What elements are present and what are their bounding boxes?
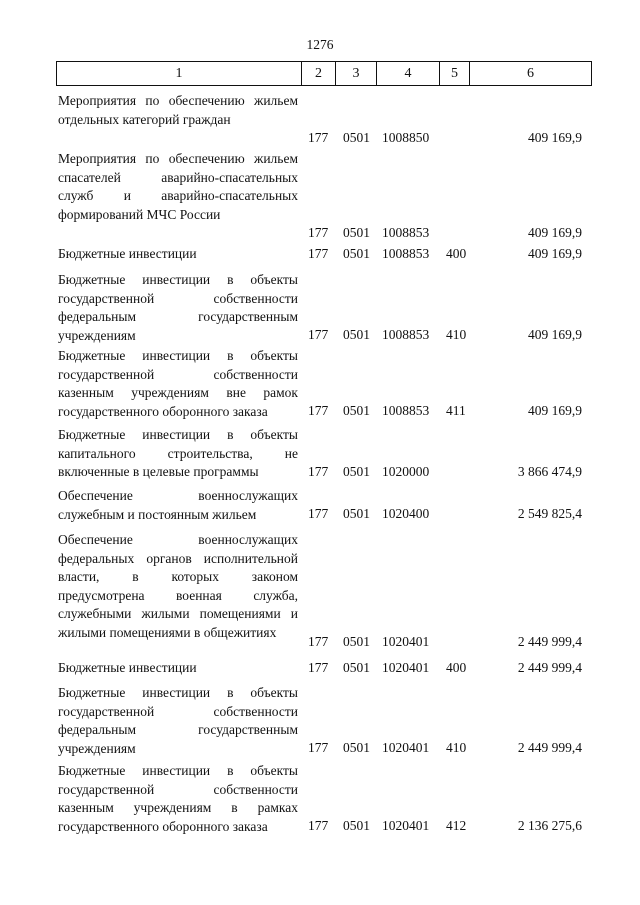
section-code: 0501 xyxy=(343,130,370,145)
amount: 2 136 275,6 xyxy=(517,818,582,833)
target-code: 1020401 xyxy=(382,740,430,755)
page-number: 1276 xyxy=(306,37,334,52)
amount: 2 449 999,4 xyxy=(517,660,582,675)
expense-type-code: 411 xyxy=(446,403,466,418)
amount: 409 169,9 xyxy=(528,225,582,240)
row-description: Мероприятия по обеспечению жильем отдельных категорий граждан xyxy=(58,93,298,127)
admin-code: 177 xyxy=(308,818,329,833)
admin-code: 177 xyxy=(308,660,329,675)
amount: 409 169,9 xyxy=(528,246,582,261)
amount: 2 449 999,4 xyxy=(517,740,582,755)
admin-code: 177 xyxy=(308,464,329,479)
section-code: 0501 xyxy=(343,660,370,675)
column-header-4: 4 xyxy=(377,62,440,85)
section-code: 0501 xyxy=(343,327,370,342)
section-code: 0501 xyxy=(343,634,370,649)
section-code: 0501 xyxy=(343,818,370,833)
row-description: Бюджетные инвестиции в объекты государственной собственности федеральным государственным учреждениям xyxy=(58,685,298,756)
target-code: 1020401 xyxy=(382,660,430,675)
row-description: Бюджетные инвестиции в объекты капитального строительства, не включенные в целевые программы xyxy=(58,427,298,479)
table-row xyxy=(56,659,592,678)
admin-code: 177 xyxy=(308,327,329,342)
amount: 409 169,9 xyxy=(528,130,582,145)
amount: 3 866 474,9 xyxy=(517,464,582,479)
table-header xyxy=(56,61,592,86)
row-description: Обеспечение военнослужащих служебным и постоянным жильем xyxy=(58,488,298,522)
table-row xyxy=(56,426,592,482)
column-header-1: 1 xyxy=(57,62,302,85)
table-row xyxy=(56,271,592,345)
row-description: Бюджетные инвестиции xyxy=(58,660,197,675)
section-code: 0501 xyxy=(343,403,370,418)
table-row xyxy=(56,150,592,243)
admin-code: 177 xyxy=(308,740,329,755)
section-code: 0501 xyxy=(343,506,370,521)
row-description: Обеспечение военнослужащих федеральных органов исполнительной власти, в которых законом предусмотрена военная служба, служебными жилыми помещениями и жилыми помещениями в общежитиях xyxy=(58,532,298,640)
target-code: 1008853 xyxy=(382,246,430,261)
row-description: Бюджетные инвестиции xyxy=(58,246,197,261)
row-description: Мероприятия по обеспечению жильем спасателей аварийно-спасательных служб и аварийно-спасательных формирований МЧС России xyxy=(58,151,298,222)
admin-code: 177 xyxy=(308,506,329,521)
expense-type-code: 400 xyxy=(446,246,467,261)
amount: 409 169,9 xyxy=(528,403,582,418)
amount: 2 449 999,4 xyxy=(517,634,582,649)
admin-code: 177 xyxy=(308,130,329,145)
amount: 2 549 825,4 xyxy=(517,506,582,521)
target-code: 1008850 xyxy=(382,130,430,145)
target-code: 1008853 xyxy=(382,403,430,418)
table-row xyxy=(56,684,592,758)
expense-type-code: 412 xyxy=(446,818,467,833)
section-code: 0501 xyxy=(343,225,370,240)
table-row xyxy=(56,531,592,651)
target-code: 1020401 xyxy=(382,634,430,649)
table-row xyxy=(56,347,592,421)
column-header-2: 2 xyxy=(302,62,336,85)
expense-type-code: 410 xyxy=(446,327,467,342)
admin-code: 177 xyxy=(308,246,329,261)
table-row xyxy=(56,245,592,264)
section-code: 0501 xyxy=(343,464,370,479)
target-code: 1008853 xyxy=(382,225,430,240)
target-code: 1020000 xyxy=(382,464,430,479)
column-header-6: 6 xyxy=(527,66,534,81)
target-code: 1020401 xyxy=(382,818,430,833)
column-header-3: 3 xyxy=(336,62,377,85)
column-header-5: 5 xyxy=(440,62,470,85)
expense-type-code: 400 xyxy=(446,660,467,675)
row-description: Бюджетные инвестиции в объекты государственной собственности федеральным государственным учреждениям xyxy=(58,272,298,343)
table-row xyxy=(56,762,592,836)
table-row xyxy=(56,487,592,525)
section-code: 0501 xyxy=(343,740,370,755)
expense-type-code: 410 xyxy=(446,740,467,755)
admin-code: 177 xyxy=(308,403,329,418)
section-code: 0501 xyxy=(343,246,370,261)
row-description: Бюджетные инвестиции в объекты государственной собственности казенным учреждениям в рамках государственного оборонного заказа xyxy=(58,763,298,834)
amount: 409 169,9 xyxy=(528,327,582,342)
target-code: 1008853 xyxy=(382,327,430,342)
row-description: Бюджетные инвестиции в объекты государственной собственности казенным учреждениям вне рамок государственного оборонного заказа xyxy=(58,348,298,419)
admin-code: 177 xyxy=(308,225,329,240)
table-row xyxy=(56,92,592,148)
admin-code: 177 xyxy=(308,634,329,649)
target-code: 1020400 xyxy=(382,506,430,521)
